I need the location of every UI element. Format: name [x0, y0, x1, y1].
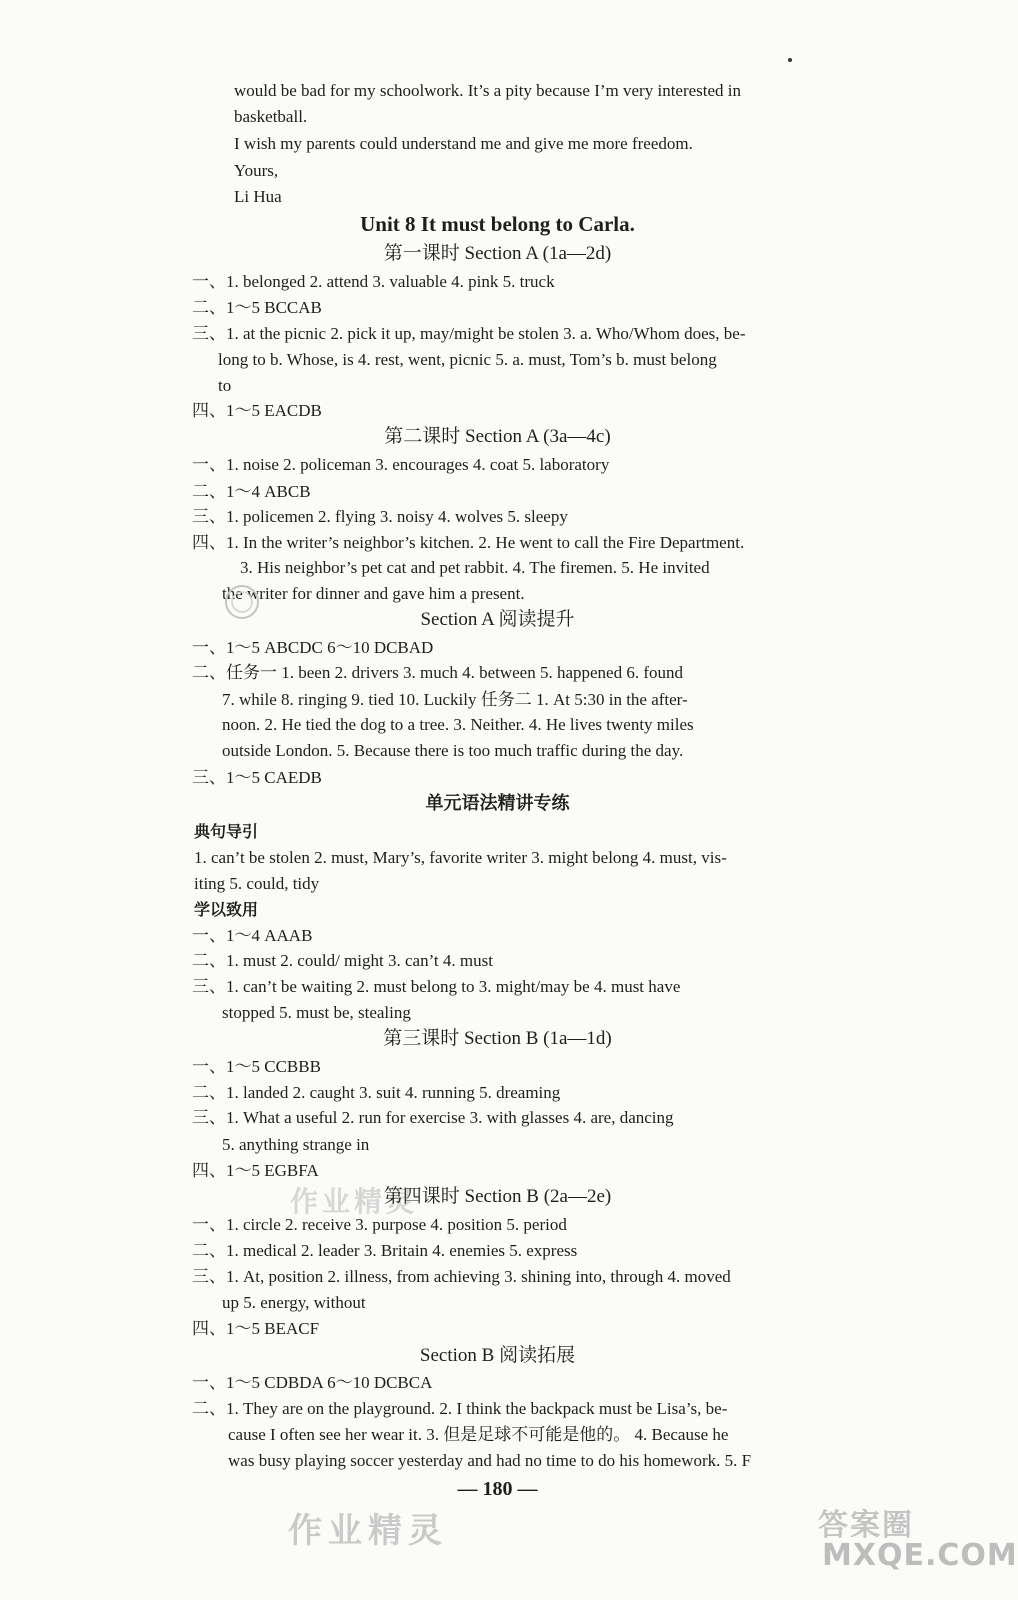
lesson2-part4-line1: 四、1. In the writer’s neighbor’s kitchen. 2. He went to call the Fire Department.: [192, 533, 745, 552]
lesson3-part1: 一、1～5 CCBBB: [192, 1057, 321, 1076]
grammar-p2: iting 5. could, tidy: [194, 874, 320, 893]
letter-line-4: Yours,: [234, 161, 279, 180]
grammar-part2: 二、1. must 2. could/ might 3. can’t 4. must: [192, 951, 493, 970]
lesson1-part3-line3: to: [218, 376, 232, 395]
lesson2-part4-line2: 3. His neighbor’s pet cat and pet rabbit. 4. The firemen. 5. He invited: [240, 558, 710, 577]
lesson4-part3-line1: 三、1. At, position 2. illness, from achieving 3. shining into, through 4. moved: [192, 1267, 731, 1286]
unit-title: Unit 8 It must belong to Carla.: [360, 212, 635, 236]
lesson3-part3-line2: 5. anything strange in: [222, 1135, 370, 1154]
grammar-part3-line2: stopped 5. must be, stealing: [222, 1003, 411, 1022]
lesson3-part4: 四、1～5 EGBFA: [192, 1161, 319, 1180]
readingA-part2-line1: 二、任务一 1. been 2. drivers 3. much 4. between 5. happened 6. found: [192, 663, 683, 682]
speck: [788, 58, 792, 62]
grammar-heading-1: 典句导引: [194, 822, 259, 841]
lesson1-part2: 二、1～5 BCCAB: [192, 298, 322, 317]
lesson2-title: 第二课时 Section A (3a—4c): [384, 426, 611, 447]
lesson4-title: 第四课时 Section B (2a—2e): [383, 1186, 612, 1207]
grammar-part1: 一、1～4 AAAB: [192, 926, 313, 945]
lesson1-title: 第一课时 Section A (1a—2d): [383, 243, 612, 264]
readingB-part2-line2: cause I often see her wear it. 3. 但是足球不可能是他的。 4. Because he: [228, 1425, 729, 1444]
lesson3-part2: 二、1. landed 2. caught 3. suit 4. running 5. dreaming: [192, 1083, 561, 1102]
page-number: — 180 —: [457, 1478, 538, 1500]
watermark-logo-en: MXQE.COM: [822, 1538, 1018, 1573]
readingA-part1: 一、1～5 ABCDC 6～10 DCBAD: [192, 638, 434, 657]
lesson1-part3-line1: 三、1. at the picnic 2. pick it up, may/might be stolen 3. a. Who/Whom does, be-: [192, 324, 746, 343]
lesson3-title: 第三课时 Section B (1a—1d): [383, 1028, 612, 1049]
lesson2-part1: 一、1. noise 2. policeman 3. encourages 4. coat 5. laboratory: [192, 455, 610, 474]
lesson2-part3: 三、1. policemen 2. flying 3. noisy 4. wolves 5. sleepy: [192, 507, 568, 526]
readingA-part2-line2: 7. while 8. ringing 9. tied 10. Luckily 任务二 1. At 5:30 in the after-: [222, 690, 688, 709]
watermark-bottom: 作业精灵: [288, 1511, 448, 1551]
readingA-part3: 三、1～5 CAEDB: [192, 768, 322, 787]
grammar-part3-line1: 三、1. can’t be waiting 2. must belong to 3. might/may be 4. must have: [192, 977, 681, 996]
letter-line-1: would be bad for my schoolwork. It’s a pity because I’m very interested in: [234, 81, 742, 100]
lesson1-part4: 四、1～5 EACDB: [192, 401, 322, 420]
lesson4-part1: 一、1. circle 2. receive 3. purpose 4. position 5. period: [192, 1215, 567, 1234]
lesson1-part3-line2: long to b. Whose, is 4. rest, went, picnic 5. a. must, Tom’s b. must belong: [218, 350, 717, 369]
watermark-logo-cn: 答案圈: [818, 1508, 914, 1543]
readingA-title: Section A 阅读提升: [420, 609, 575, 630]
grammar-title: 单元语法精讲专练: [425, 793, 570, 814]
lesson3-part3-line1: 三、1. What a useful 2. run for exercise 3. with glasses 4. are, dancing: [192, 1108, 674, 1127]
lesson2-part4-line3: the writer for dinner and gave him a present.: [222, 584, 525, 603]
readingA-part2-line4: outside London. 5. Because there is too much traffic during the day.: [222, 741, 684, 760]
grammar-heading-2: 学以致用: [194, 900, 259, 919]
letter-line-5: Li Hua: [234, 187, 282, 206]
readingA-part2-line3: noon. 2. He tied the dog to a tree. 3. Neither. 4. He lives twenty miles: [222, 715, 694, 734]
lesson4-part2: 二、1. medical 2. leader 3. Britain 4. enemies 5. express: [192, 1241, 578, 1260]
readingB-part1: 一、1～5 CDBDA 6～10 DCBCA: [192, 1373, 433, 1392]
lesson1-part1: 一、1. belonged 2. attend 3. valuable 4. pink 5. truck: [192, 272, 555, 291]
grammar-p1: 1. can’t be stolen 2. must, Mary’s, favorite writer 3. might belong 4. must, vis-: [194, 848, 727, 867]
lesson4-part3-line2: up 5. energy, without: [222, 1293, 366, 1312]
lesson2-part2: 二、1～4 ABCB: [192, 482, 311, 501]
readingB-part2-line3: was busy playing soccer yesterday and had no time to do his homework. 5. F: [228, 1451, 752, 1470]
lesson4-part4: 四、1～5 BEACF: [192, 1319, 320, 1338]
readingB-title: Section B 阅读拓展: [419, 1345, 576, 1366]
readingB-part2-line1: 二、1. They are on the playground. 2. I think the backpack must be Lisa’s, be-: [192, 1399, 728, 1418]
letter-line-2: basketball.: [234, 107, 308, 126]
letter-line-3: I wish my parents could understand me and give me more freedom.: [234, 134, 693, 153]
watermark-mid: 作业精灵: [290, 1185, 419, 1218]
